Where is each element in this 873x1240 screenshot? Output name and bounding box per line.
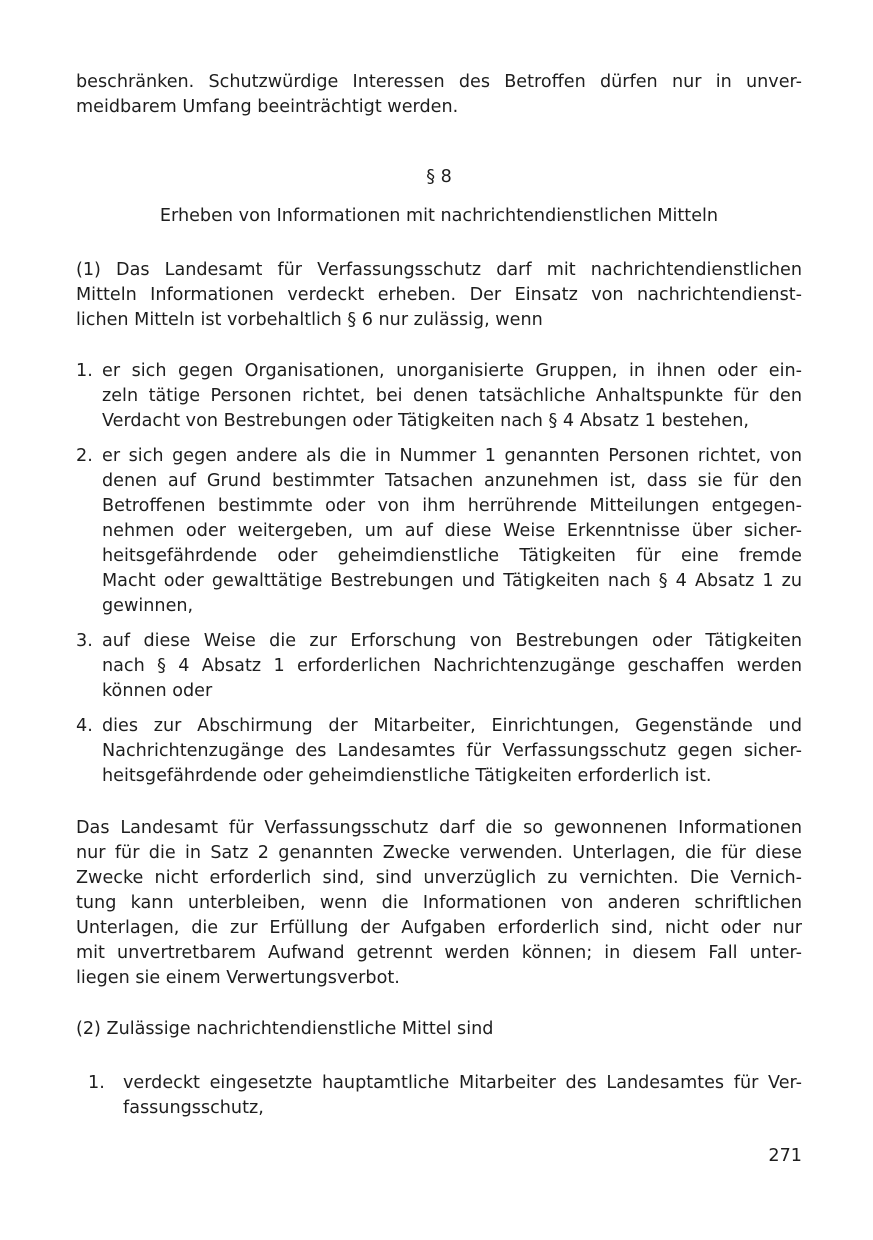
list-item <box>76 359 802 434</box>
text-line: Zwecke nicht erforderlich sind, sind unverzüglich zu vernichten. Die Vernich- <box>76 868 802 888</box>
text-line: mit unvertretbarem Aufwand getrennt werden können; in diesem Fall unter- <box>76 943 802 963</box>
text-line: (2) Zulässige nachrichtendienstliche Mittel sind <box>76 1019 494 1039</box>
section-number: § 8 <box>426 167 452 187</box>
text-line: Das Landesamt für Verfassungsschutz darf die so gewonnenen Informationen <box>76 818 802 838</box>
text-line: er sich gegen Organisationen, unorganisierte Gruppen, in ihnen oder ein- <box>102 361 802 381</box>
text-line: nehmen oder weitergeben, um auf diese Weise Erkenntnisse über sicher- <box>102 521 802 541</box>
text-line: heitsgefährdende oder geheimdienstliche Tätigkeiten erforderlich ist. <box>102 766 712 786</box>
paragraph-2 <box>76 816 802 991</box>
section-heading: Erheben von Informationen mit nachrichtendienstlichen Mitteln <box>159 206 719 226</box>
text-line: dies zur Abschirmung der Mitarbeiter, Einrichtungen, Gegenstände und <box>102 716 802 736</box>
list-item <box>76 629 802 704</box>
text-line: Betroffenen bestimmte oder von ihm herrührende Mitteilungen entgegen- <box>102 496 802 516</box>
text-line: Unterlagen, die zur Erfüllung der Aufgaben erforderlich sind, nicht oder nur <box>76 918 802 938</box>
text-line: auf diese Weise die zur Erforschung von Bestrebungen oder Tätigkeiten <box>102 631 802 651</box>
intro-paragraph <box>76 70 802 120</box>
text-line: zeln tätige Personen richtet, bei denen tatsächliche Anhaltspunkte für den <box>102 386 802 406</box>
text-line: meidbarem Umfang beeinträchtigt werden. <box>76 97 459 117</box>
text-line: heitsgefährdende oder geheimdienstliche Tätigkeiten für eine fremde <box>102 546 802 566</box>
list-item <box>76 444 802 619</box>
list-item <box>76 1071 802 1121</box>
text-line: nur für die in Satz 2 genannten Zwecke verwenden. Unterlagen, die für diese <box>76 843 802 863</box>
list-item-number: 1. <box>76 361 93 381</box>
text-line: beschränken. Schutzwürdige Interessen des Betroffen dürfen nur in unver- <box>76 72 802 92</box>
text-line: verdeckt eingesetzte hauptamtliche Mitarbeiter des Landesamtes für Ver- <box>123 1073 802 1093</box>
list-item <box>76 714 802 789</box>
list-item-number: 3. <box>76 631 93 651</box>
text-line: tung kann unterbleiben, wenn die Informationen von anderen schriftlichen <box>76 893 802 913</box>
text-line: Macht oder gewalttätige Bestrebungen und Tätigkeiten nach § 4 Absatz 1 zu <box>102 571 802 591</box>
text-line: Verdacht von Bestrebungen oder Tätigkeiten nach § 4 Absatz 1 bestehen, <box>102 411 749 431</box>
text-line: können oder <box>102 681 213 701</box>
paragraph-1 <box>76 258 802 333</box>
text-line: er sich gegen andere als die in Nummer 1 genannten Personen richtet, von <box>102 446 802 466</box>
text-line: gewinnen, <box>102 596 194 616</box>
paragraph-3 <box>76 1017 802 1042</box>
page-number: 271 <box>768 1146 802 1166</box>
text-line: lichen Mitteln ist vorbehaltlich § 6 nur zulässig, wenn <box>76 310 543 330</box>
text-line: Mitteln Informationen verdeckt erheben. Der Einsatz von nachrichtendienst- <box>76 285 802 305</box>
text-line: Nachrichtenzugänge des Landesamtes für Verfassungsschutz gegen sicher- <box>102 741 802 761</box>
text-line: denen auf Grund bestimmter Tatsachen anzunehmen ist, dass sie für den <box>102 471 802 491</box>
list-item-number: 2. <box>76 446 93 466</box>
text-line: liegen sie einem Verwertungsverbot. <box>76 968 400 988</box>
list-item-number: 1. <box>88 1073 105 1093</box>
list-item-number: 4. <box>76 716 93 736</box>
text-line: (1) Das Landesamt für Verfassungsschutz darf mit nachrichtendienstlichen <box>76 260 802 280</box>
text-line: fassungsschutz, <box>123 1098 264 1118</box>
text-line: nach § 4 Absatz 1 erforderlichen Nachrichtenzugänge geschaffen werden <box>102 656 802 676</box>
